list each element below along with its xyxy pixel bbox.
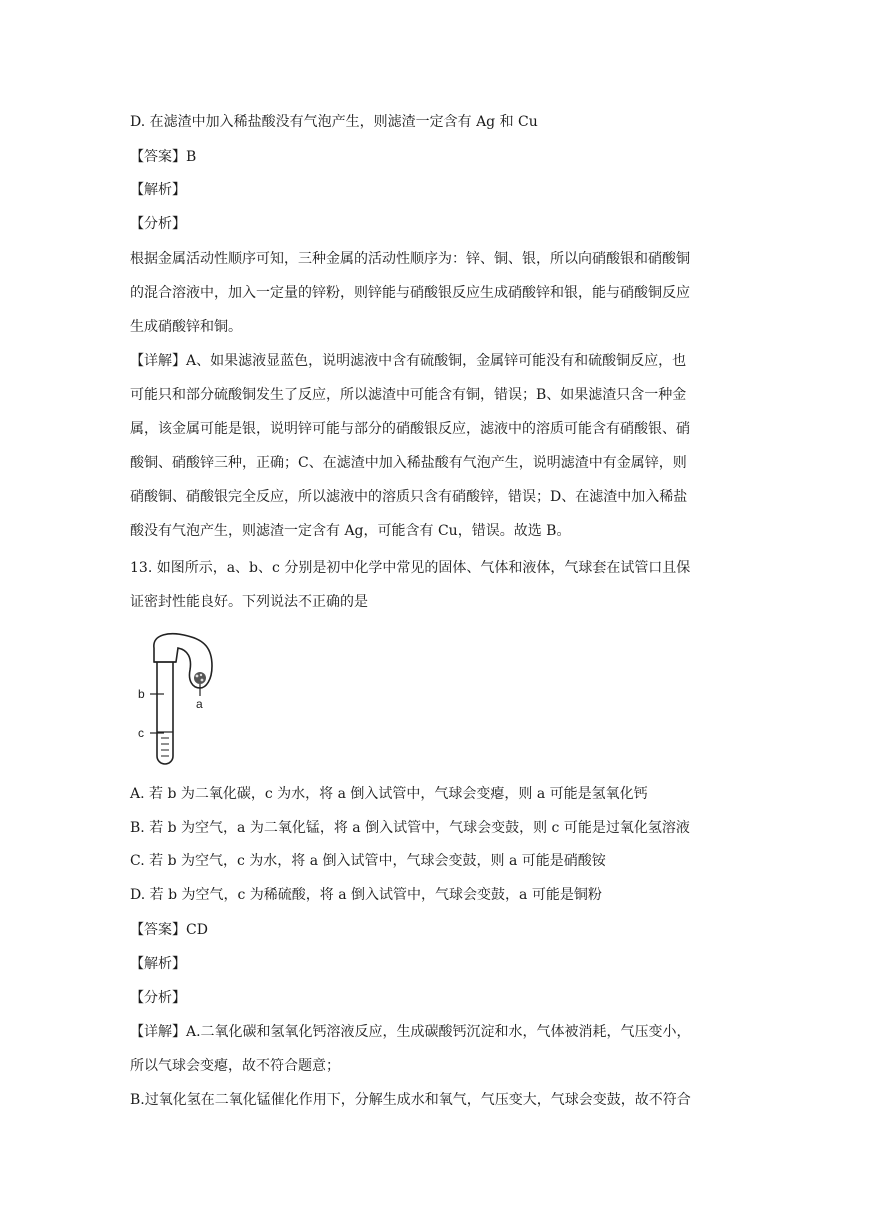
text-line: 根据金属活动性顺序可知，三种金属的活动性顺序为：锌、铜、银，所以向硝酸银和硝酸铜 [130,251,690,267]
option-d-q13: D. 若 b 为空气，c 为稀硫酸，将 a 倒入试管中，气球会变鼓，a 可能是铜粉 [130,887,602,903]
fenxi-label-q13: 【分析】 [130,990,186,1006]
text-line: 酸铜、硝酸锌三种，正确；C、在滤渣中加入稀盐酸有气泡产生，说明滤渣中有金属锌，则 [130,455,687,471]
text-line: 属，该金属可能是银，说明锌可能与部分的硝酸银反应，滤液中的溶质可能含有硝酸银、硝 [130,421,690,437]
option-d-q12: D. 在滤渣中加入稀盐酸没有气泡产生，则滤渣一定含有 Ag 和 Cu [130,114,538,130]
text-line: 所以气球会变瘪，故不符合题意； [130,1058,340,1074]
question-13-stem [130,551,738,619]
test-tube-balloon-figure [130,632,240,767]
text-line: 硝酸铜、硝酸银完全反应，所以滤液中的溶质只含有硝酸锌，错误；D、在滤渣中加入稀盐 [130,489,688,505]
text-line: 的混合溶液中，加入一定量的锌粉，则锌能与硝酸银反应生成硝酸锌和银，能与硝酸铜反应 [130,285,690,301]
text-line: B.过氧化氢在二氧化锰催化作用下，分解生成水和氧气，气压变大，气球会变鼓，故不符合 [130,1092,691,1108]
text-line: 【详解】A.二氧化碳和氢氧化钙溶液反应，生成碳酸钙沉淀和水，气体被消耗，气压变小， [130,1024,691,1040]
label-c: c [138,726,144,740]
text-line: 可能只和部分硫酸铜发生了反应，所以滤渣中可能含有铜，错误；B、如果滤渣只含一种金 [130,387,687,403]
answer-label-q13: 【答案】CD [130,922,208,938]
text-line: 酸没有气泡产生，则滤渣一定含有 Ag，可能含有 Cu，错误。故选 B。 [130,523,571,539]
fenxi-paragraph-q12 [130,242,738,344]
analysis-label-q13: 【解析】 [130,956,186,972]
analysis-label-q12: 【解析】 [130,182,186,198]
option-b-q13: B. 若 b 为空气，a 为二氧化锰，将 a 倒入试管中，气球会变鼓，则 c 可能是过氧化氢溶液 [130,820,690,836]
answer-label-q12: 【答案】B [130,149,197,165]
text-line: 证密封性能良好。下列说法不正确的是 [130,594,368,610]
label-a: a [196,697,203,711]
option-a-q13: A. 若 b 为二氧化碳，c 为水，将 a 倒入试管中，气球会变瘪，则 a 可能是氢氧化钙 [130,786,648,802]
fenxi-label-q12: 【分析】 [130,216,186,232]
option-c-q13: C. 若 b 为空气，c 为水，将 a 倒入试管中，气球会变鼓，则 a 可能是硝酸铵 [130,853,606,869]
text-line: 生成硝酸锌和铜。 [130,319,242,335]
detail-paragraph-q12 [130,344,738,548]
detail-paragraph-q13 [130,1015,738,1117]
text-line: 13. 如图所示，a、b、c 分别是初中化学中常见的固体、气体和液体，气球套在试管口且保 [130,560,691,576]
label-b: b [138,687,145,701]
text-line: 【详解】A、如果滤液显蓝色，说明滤液中含有硫酸铜，金属锌可能没有和硫酸铜反应，也 [130,353,687,369]
